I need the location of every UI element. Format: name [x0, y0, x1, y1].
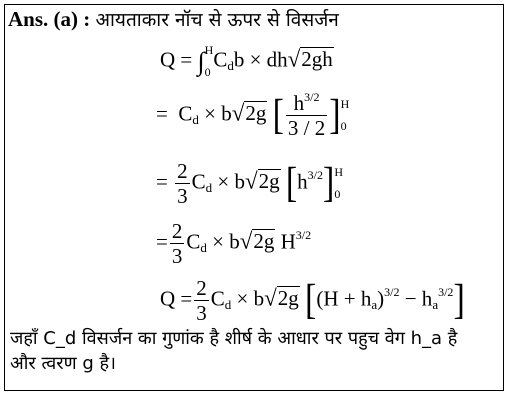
- equation-1: Q = ∫ H 0 Cdb × dh√2gh: [160, 43, 333, 79]
- answer-heading: [8, 9, 339, 30]
- equation-4: = $\frac{2}{3}$ Cd × b√2g $H^{3/2}$: [156, 219, 312, 269]
- answer-label: Ans. (a) :: [8, 7, 91, 31]
- equation-3: = $\frac{2}{3}$ Cd × b√2g $[h^{3/2}]$ H 0: [156, 159, 343, 209]
- equation-2: = Cd × b√2g [ $\frac{h^{3/2}}{3 / 2}$ ] H 0: [156, 90, 350, 141]
- explanation-line-1: जहाँ C_d विसर्जन का गुणांक है शीर्ष के आधार पर पहुच वेग h_a है: [10, 328, 458, 349]
- explanation-line-2: और त्वरण g है।: [10, 353, 116, 374]
- answer-title: आयताकार नॉच से ऊपर से विसर्जन: [95, 9, 339, 31]
- equation-5: Q = $\frac{2}{3}$ Cd × b√2g $[(H + ha)^{3/2} - ha^{3/2}]$: [160, 276, 465, 326]
